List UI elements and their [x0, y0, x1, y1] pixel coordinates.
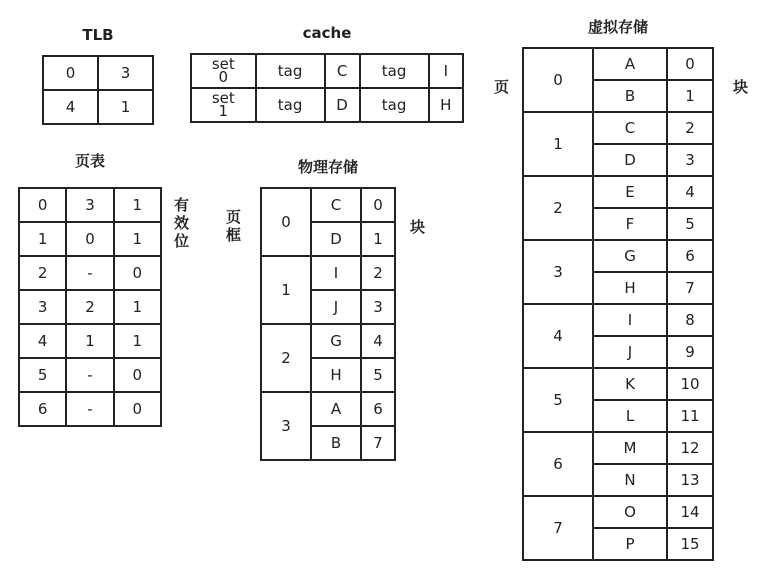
page-frame-label: 页 框 — [226, 208, 242, 244]
page-table — [18, 187, 162, 427]
page-number: 5 — [523, 368, 593, 432]
pt-cell: 1 — [114, 188, 161, 222]
block-number: 11 — [667, 400, 713, 432]
block-data: J — [311, 290, 361, 324]
cache-set-label: set 1 — [191, 88, 256, 122]
physical-block-label: 块 — [410, 218, 426, 236]
block-number: 15 — [667, 528, 713, 560]
pt-cell: 0 — [66, 222, 113, 256]
tlb-cell: 4 — [43, 90, 98, 124]
block-number: 13 — [667, 464, 713, 496]
block-number: 5 — [667, 208, 713, 240]
block-number: 0 — [667, 48, 713, 80]
block-number: 5 — [361, 358, 395, 392]
pt-cell: 5 — [19, 358, 66, 392]
block-data: P — [593, 528, 667, 560]
block-data: J — [593, 336, 667, 368]
block-number: 6 — [667, 240, 713, 272]
block-data: H — [593, 272, 667, 304]
pt-cell: 0 — [114, 256, 161, 290]
pt-cell: 1 — [114, 222, 161, 256]
block-data: B — [311, 426, 361, 460]
block-data: C — [311, 188, 361, 222]
cache-table — [190, 53, 464, 123]
frame-number: 2 — [261, 324, 311, 392]
block-data: F — [593, 208, 667, 240]
pt-cell: 1 — [114, 290, 161, 324]
tlb-cell: 3 — [98, 56, 153, 90]
block-number: 9 — [667, 336, 713, 368]
block-number: 2 — [361, 256, 395, 290]
block-data: D — [311, 222, 361, 256]
pt-cell: - — [66, 392, 113, 426]
block-number: 4 — [667, 176, 713, 208]
cache-cell: tag — [360, 88, 429, 122]
cache-cell: tag — [360, 54, 429, 88]
page-number: 4 — [523, 304, 593, 368]
pt-cell: 2 — [66, 290, 113, 324]
pt-cell: 4 — [19, 324, 66, 358]
pt-cell: 0 — [19, 188, 66, 222]
pt-cell: 1 — [66, 324, 113, 358]
page-number: 2 — [523, 176, 593, 240]
block-data: D — [593, 144, 667, 176]
cache-cell: tag — [256, 88, 325, 122]
page-number: 7 — [523, 496, 593, 560]
frame-number: 1 — [261, 256, 311, 324]
page-number: 0 — [523, 48, 593, 112]
block-number: 12 — [667, 432, 713, 464]
pt-cell: 6 — [19, 392, 66, 426]
block-number: 2 — [667, 112, 713, 144]
block-data: K — [593, 368, 667, 400]
page-number: 3 — [523, 240, 593, 304]
physical-title: 物理存储 — [297, 158, 358, 176]
block-number: 1 — [361, 222, 395, 256]
block-data: A — [311, 392, 361, 426]
tlb-title: TLB — [82, 26, 114, 44]
block-number: 3 — [361, 290, 395, 324]
pt-cell: - — [66, 358, 113, 392]
valid-bit-label: 有 效 位 — [174, 196, 190, 250]
pt-cell: 3 — [19, 290, 66, 324]
block-number: 10 — [667, 368, 713, 400]
block-data: E — [593, 176, 667, 208]
frame-number: 3 — [261, 392, 311, 460]
block-data: G — [311, 324, 361, 358]
block-data: I — [311, 256, 361, 290]
block-number: 7 — [361, 426, 395, 460]
pt-cell: 0 — [114, 358, 161, 392]
virtual-page-label: 页 — [494, 78, 510, 96]
block-number: 14 — [667, 496, 713, 528]
pt-cell: - — [66, 256, 113, 290]
tlb-table — [42, 55, 154, 125]
block-number: 1 — [667, 80, 713, 112]
block-data: G — [593, 240, 667, 272]
block-data: M — [593, 432, 667, 464]
cache-cell: tag — [256, 54, 325, 88]
tlb-cell: 1 — [98, 90, 153, 124]
block-number: 7 — [667, 272, 713, 304]
block-data: A — [593, 48, 667, 80]
block-data: B — [593, 80, 667, 112]
block-data: L — [593, 400, 667, 432]
virtual-title: 虚拟存储 — [587, 18, 648, 36]
block-data: H — [311, 358, 361, 392]
block-number: 6 — [361, 392, 395, 426]
pt-cell: 1 — [19, 222, 66, 256]
cache-cell: C — [325, 54, 360, 88]
block-data: N — [593, 464, 667, 496]
cache-set-label: set 0 — [191, 54, 256, 88]
physical-table — [260, 187, 396, 461]
pt-cell: 2 — [19, 256, 66, 290]
page-table-title: 页表 — [74, 152, 105, 170]
page-number: 1 — [523, 112, 593, 176]
frame-number: 0 — [261, 188, 311, 256]
page-number: 6 — [523, 432, 593, 496]
pt-cell: 0 — [114, 392, 161, 426]
virtual-table — [522, 47, 714, 561]
block-number: 3 — [667, 144, 713, 176]
block-number: 0 — [361, 188, 395, 222]
cache-cell: H — [429, 88, 463, 122]
block-number: 4 — [361, 324, 395, 358]
pt-cell: 3 — [66, 188, 113, 222]
cache-title: cache — [302, 24, 352, 42]
cache-cell: D — [325, 88, 360, 122]
virtual-block-label: 块 — [733, 78, 749, 96]
pt-cell: 1 — [114, 324, 161, 358]
block-data: C — [593, 112, 667, 144]
cache-cell: I — [429, 54, 463, 88]
block-data: O — [593, 496, 667, 528]
block-data: I — [593, 304, 667, 336]
tlb-cell: 0 — [43, 56, 98, 90]
block-number: 8 — [667, 304, 713, 336]
